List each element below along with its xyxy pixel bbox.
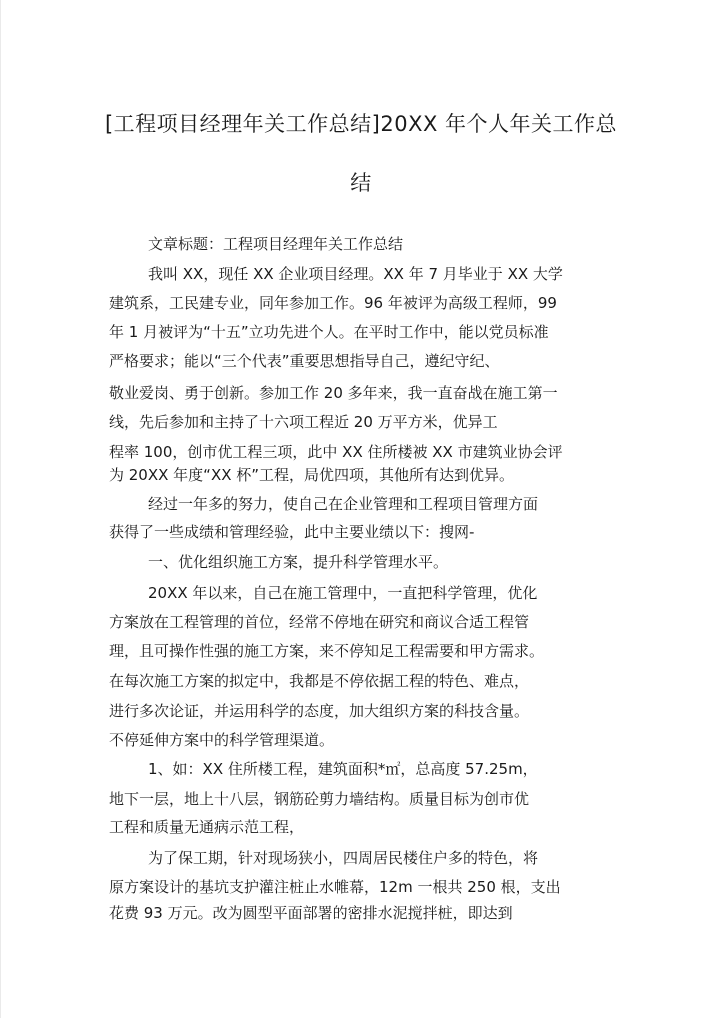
body-line: 线，先后参加和主持了十六项工程近 20 万平方米，优异工: [109, 413, 498, 431]
body-line: 年 1 月被评为“十五”立功先进个人。在平时工作中，能以党员标准: [109, 323, 549, 341]
body-line: 程率 100，创市优工程三项，此中 XX 住所楼被 XX 市建筑业协会评: [109, 443, 563, 461]
body-line: 花费 93 万元。改为圆型平面部署的密排水泥搅拌桩，即达到: [109, 904, 513, 922]
body-line: 严格要求；能以“三个代表”重要思想指导自己，遵纪守纪、: [109, 352, 500, 370]
document-title: [工程项目经理年关工作总结]20XX 年个人年关工作总: [104, 112, 618, 136]
body-line: 一、优化组织施工方案，提升科学管理水平。: [148, 553, 449, 571]
body-line: 在每次施工方案的拟定中，我都是不停依据工程的特色、难点，: [109, 672, 530, 690]
body-line: 不停延伸方案中的科学管理渠道。: [109, 731, 335, 749]
body-line: 获得了一些成绩和管理经验，此中主要业绩以下：搜网-: [109, 523, 475, 541]
body-line: 建筑系，工民建专业，同年参加工作。96 年被评为高级工程师，99: [109, 294, 557, 312]
body-line: 我叫 XX，现任 XX 企业项目经理。XX 年 7 月毕业于 XX 大学: [148, 265, 563, 283]
body-line: 方案放在工程管理的首位，经常不停地在研究和商议合适工程管: [109, 613, 530, 631]
document-title-continued: 结: [350, 171, 372, 195]
body-line: 原方案设计的基坑支护灌注桩止水帷幕，12m 一根共 250 根，支出: [109, 878, 561, 896]
body-line: 文章标题：工程项目经理年关工作总结: [148, 235, 404, 253]
body-line: 20XX 年以来，自己在施工管理中，一直把科学管理，优化: [148, 584, 538, 602]
body-line: 敬业爱岗、勇于创新。参加工作 20 多年来，我一直奋战在施工第一: [109, 384, 558, 402]
body-line: 为 20XX 年度“XX 杯”工程，局优四项，其他所有达到优异。: [109, 466, 515, 484]
body-line: 工程和质量无通病示范工程，: [109, 818, 305, 836]
body-line: 为了保工期，针对现场狭小，四周居民楼住户多的特色，将: [148, 849, 539, 867]
body-line: 1、如：XX 住所楼工程，建筑面积*㎡，总高度 57.25m，: [148, 760, 538, 778]
body-line: 经过一年多的努力，使自己在企业管理和工程项目管理方面: [148, 495, 539, 513]
body-line: 进行多次论证，并运用科学的态度，加大组织方案的科技含量。: [109, 702, 530, 720]
body-line: 地下一层，地上十八层，钢筋砼剪力墙结构。质量目标为创市优: [109, 790, 530, 808]
body-line: 理，且可操作性强的施工方案，来不停知足工程需要和甲方需求。: [109, 642, 545, 660]
